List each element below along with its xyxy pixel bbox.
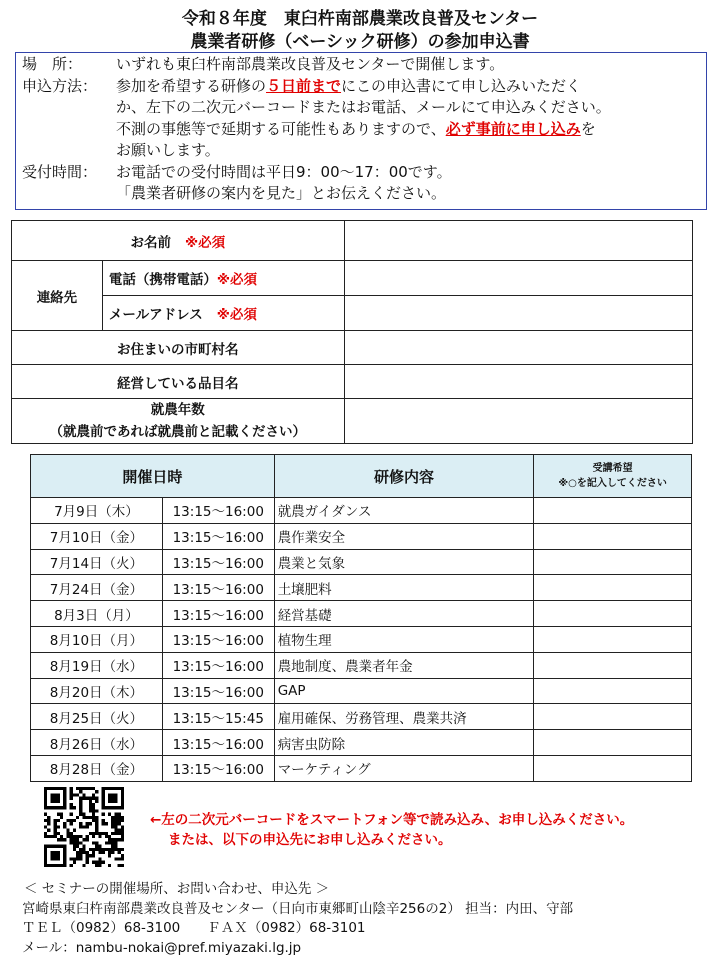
email-row <box>12 296 693 331</box>
table-row <box>31 730 692 756</box>
qr-code-icon[interactable] <box>44 787 124 867</box>
hope-input-cell[interactable] <box>534 730 692 756</box>
session-topic: 植物生理 <box>274 626 534 652</box>
hope-input-cell[interactable] <box>534 626 692 652</box>
session-topic: 雇用確保、労務管理、農業共済 <box>274 704 534 730</box>
city-input-cell[interactable] <box>344 331 692 365</box>
table-row <box>31 678 692 704</box>
contact-tel-fax: ＴＥＬ（0982）68-3100 ＦＡＸ（0982）68-3101 <box>22 920 366 936</box>
contact-email: メール：nambu-nokai@pref.miyazaki.lg.jp <box>22 939 302 956</box>
contact-address: 宮崎県東臼杵南部農業改良普及センター（日向市東郷町山陰辛256の2） 担当：内田、守部 <box>22 900 574 917</box>
session-topic: 病害虫防除 <box>274 730 534 756</box>
session-topic: 就農ガイダンス <box>274 498 534 524</box>
table-row <box>31 704 692 730</box>
session-date: 8月26日（水） <box>31 730 163 756</box>
session-topic: 経営基礎 <box>274 601 534 627</box>
hours-row <box>16 162 706 184</box>
table-row <box>31 498 692 524</box>
session-date: 8月19日（水） <box>31 652 163 678</box>
page-title: 令和８年度 東臼杵南部農業改良普及センター <box>181 9 539 29</box>
table-row <box>31 626 692 652</box>
phone-label-cell <box>102 261 344 296</box>
place-row <box>16 54 706 76</box>
hope-title: 受講希望 <box>592 463 633 474</box>
method-text <box>116 76 706 98</box>
method-line3-post: を <box>580 119 596 138</box>
phone-row <box>12 261 693 296</box>
schedule-table <box>30 454 692 782</box>
required-mark: ※必須 <box>184 234 226 251</box>
hope-input-cell[interactable] <box>534 575 692 601</box>
items-label: 経営している品目名 <box>12 365 345 399</box>
hope-input-cell[interactable] <box>534 549 692 575</box>
years-note: （就農前であれば就農前と記載ください） <box>49 424 307 440</box>
session-date: 8月28日（金） <box>31 755 163 781</box>
phone-label: 電話（携帯電話） <box>108 272 217 288</box>
session-topic: マーケティング <box>274 755 534 781</box>
date-column-header: 開催日時 <box>31 455 275 498</box>
info-box <box>15 52 707 210</box>
contact-heading: ＜ セミナーの開催場所、お問い合わせ、申込先 ＞ <box>24 881 330 897</box>
session-date: 8月3日（月） <box>31 601 163 627</box>
session-time: 13:15～16:00 <box>162 755 274 781</box>
table-row <box>31 652 692 678</box>
city-row <box>12 331 693 365</box>
name-row <box>12 221 693 261</box>
session-time: 13:15～16:00 <box>162 575 274 601</box>
place-text: いずれも東臼杵南部農業改良普及センターで開催します。 <box>116 55 505 73</box>
years-input-cell[interactable] <box>344 399 692 444</box>
table-row <box>31 575 692 601</box>
schedule-header-row <box>31 455 692 498</box>
city-label: お住まいの市町村名 <box>12 331 345 365</box>
session-date: 7月10日（金） <box>31 523 163 549</box>
hope-instruction: ※○を記入してください <box>558 478 667 489</box>
email-label: メールアドレス <box>108 307 203 323</box>
session-date: 7月14日（火） <box>31 549 163 575</box>
method-post: にこの申込書にて申し込みいただく <box>341 76 582 95</box>
session-date: 7月9日（木） <box>31 498 163 524</box>
hope-input-cell[interactable] <box>534 704 692 730</box>
session-time: 13:15～15:45 <box>162 704 274 730</box>
email-label-cell <box>102 296 344 331</box>
deadline-emphasis: ５日前まで <box>266 76 342 95</box>
method-row <box>16 76 706 98</box>
session-topic: 農作業安全 <box>274 523 534 549</box>
session-time: 13:15～16:00 <box>162 652 274 678</box>
session-date: 8月20日（木） <box>31 678 163 704</box>
session-topic: 農地制度、農業者年金 <box>274 652 534 678</box>
hope-input-cell[interactable] <box>534 498 692 524</box>
session-time: 13:15～16:00 <box>162 498 274 524</box>
name-input-cell[interactable] <box>344 221 692 261</box>
method-line3 <box>16 119 706 141</box>
session-date: 7月24日（金） <box>31 575 163 601</box>
hope-input-cell[interactable] <box>534 601 692 627</box>
schedule-body <box>31 498 692 782</box>
topic-column-header: 研修内容 <box>274 455 534 498</box>
session-time: 13:15～16:00 <box>162 601 274 627</box>
contact-label: 連絡先 <box>12 261 103 331</box>
session-topic: 農業と気象 <box>274 549 534 575</box>
years-label: 就農年数 <box>150 402 205 418</box>
advance-notice-emphasis: 必ず事前に申し込み <box>445 119 581 138</box>
table-row <box>31 549 692 575</box>
session-topic: GAP <box>274 678 534 704</box>
required-mark: ※必須 <box>216 272 257 288</box>
items-row <box>12 365 693 399</box>
method-line3-pre: 不測の事態等で延期する可能性もありますので、 <box>116 119 446 138</box>
table-row <box>31 601 692 627</box>
application-form <box>11 220 693 444</box>
page-subtitle: 農業者研修（ベーシック研修）の参加申込書 <box>190 32 530 52</box>
phone-input-cell[interactable] <box>344 261 692 296</box>
hope-input-cell[interactable] <box>534 678 692 704</box>
contact-block <box>22 880 573 958</box>
method-line4: お願いします。 <box>116 141 220 159</box>
hope-input-cell[interactable] <box>534 652 692 678</box>
session-time: 13:15～16:00 <box>162 626 274 652</box>
session-topic: 土壌肥料 <box>274 575 534 601</box>
hours-text: お電話での受付時間は平日9：00～17：00です。 <box>116 162 452 181</box>
method-pre: 参加を希望する研修の <box>116 76 267 95</box>
session-time: 13:15～16:00 <box>162 523 274 549</box>
years-label-cell <box>12 399 345 444</box>
method-label: 申込方法： <box>22 76 98 95</box>
hope-input-cell[interactable] <box>534 523 692 549</box>
hours-label: 受付時間： <box>22 162 98 181</box>
session-time: 13:15～16:00 <box>162 549 274 575</box>
qr-note-line1: ←左の二次元バーコードをスマートフォン等で読み込み、お申し込みください。 <box>150 812 634 828</box>
table-row <box>31 523 692 549</box>
session-date: 8月10日（月） <box>31 626 163 652</box>
required-mark: ※必須 <box>216 307 257 323</box>
name-label: お名前 <box>130 234 171 251</box>
items-input-cell[interactable] <box>344 365 692 399</box>
hope-input-cell[interactable] <box>534 755 692 781</box>
hours-line2: 「農業者研修の案内を見た」とお伝えください。 <box>116 184 447 202</box>
method-line2: か、左下の二次元バーコードまたはお電話、メールにて申込みください。 <box>116 98 611 116</box>
qr-note <box>150 810 633 850</box>
session-time: 13:15～16:00 <box>162 678 274 704</box>
session-time: 13:15～16:00 <box>162 730 274 756</box>
table-row <box>31 755 692 781</box>
qr-note-line2: または、以下の申込先にお申し込みください。 <box>168 832 452 848</box>
hope-column-header <box>534 455 692 498</box>
place-label: 場 所： <box>22 55 83 73</box>
session-date: 8月25日（火） <box>31 704 163 730</box>
email-input-cell[interactable] <box>344 296 692 331</box>
name-label-cell <box>12 221 345 261</box>
years-row <box>12 399 693 444</box>
